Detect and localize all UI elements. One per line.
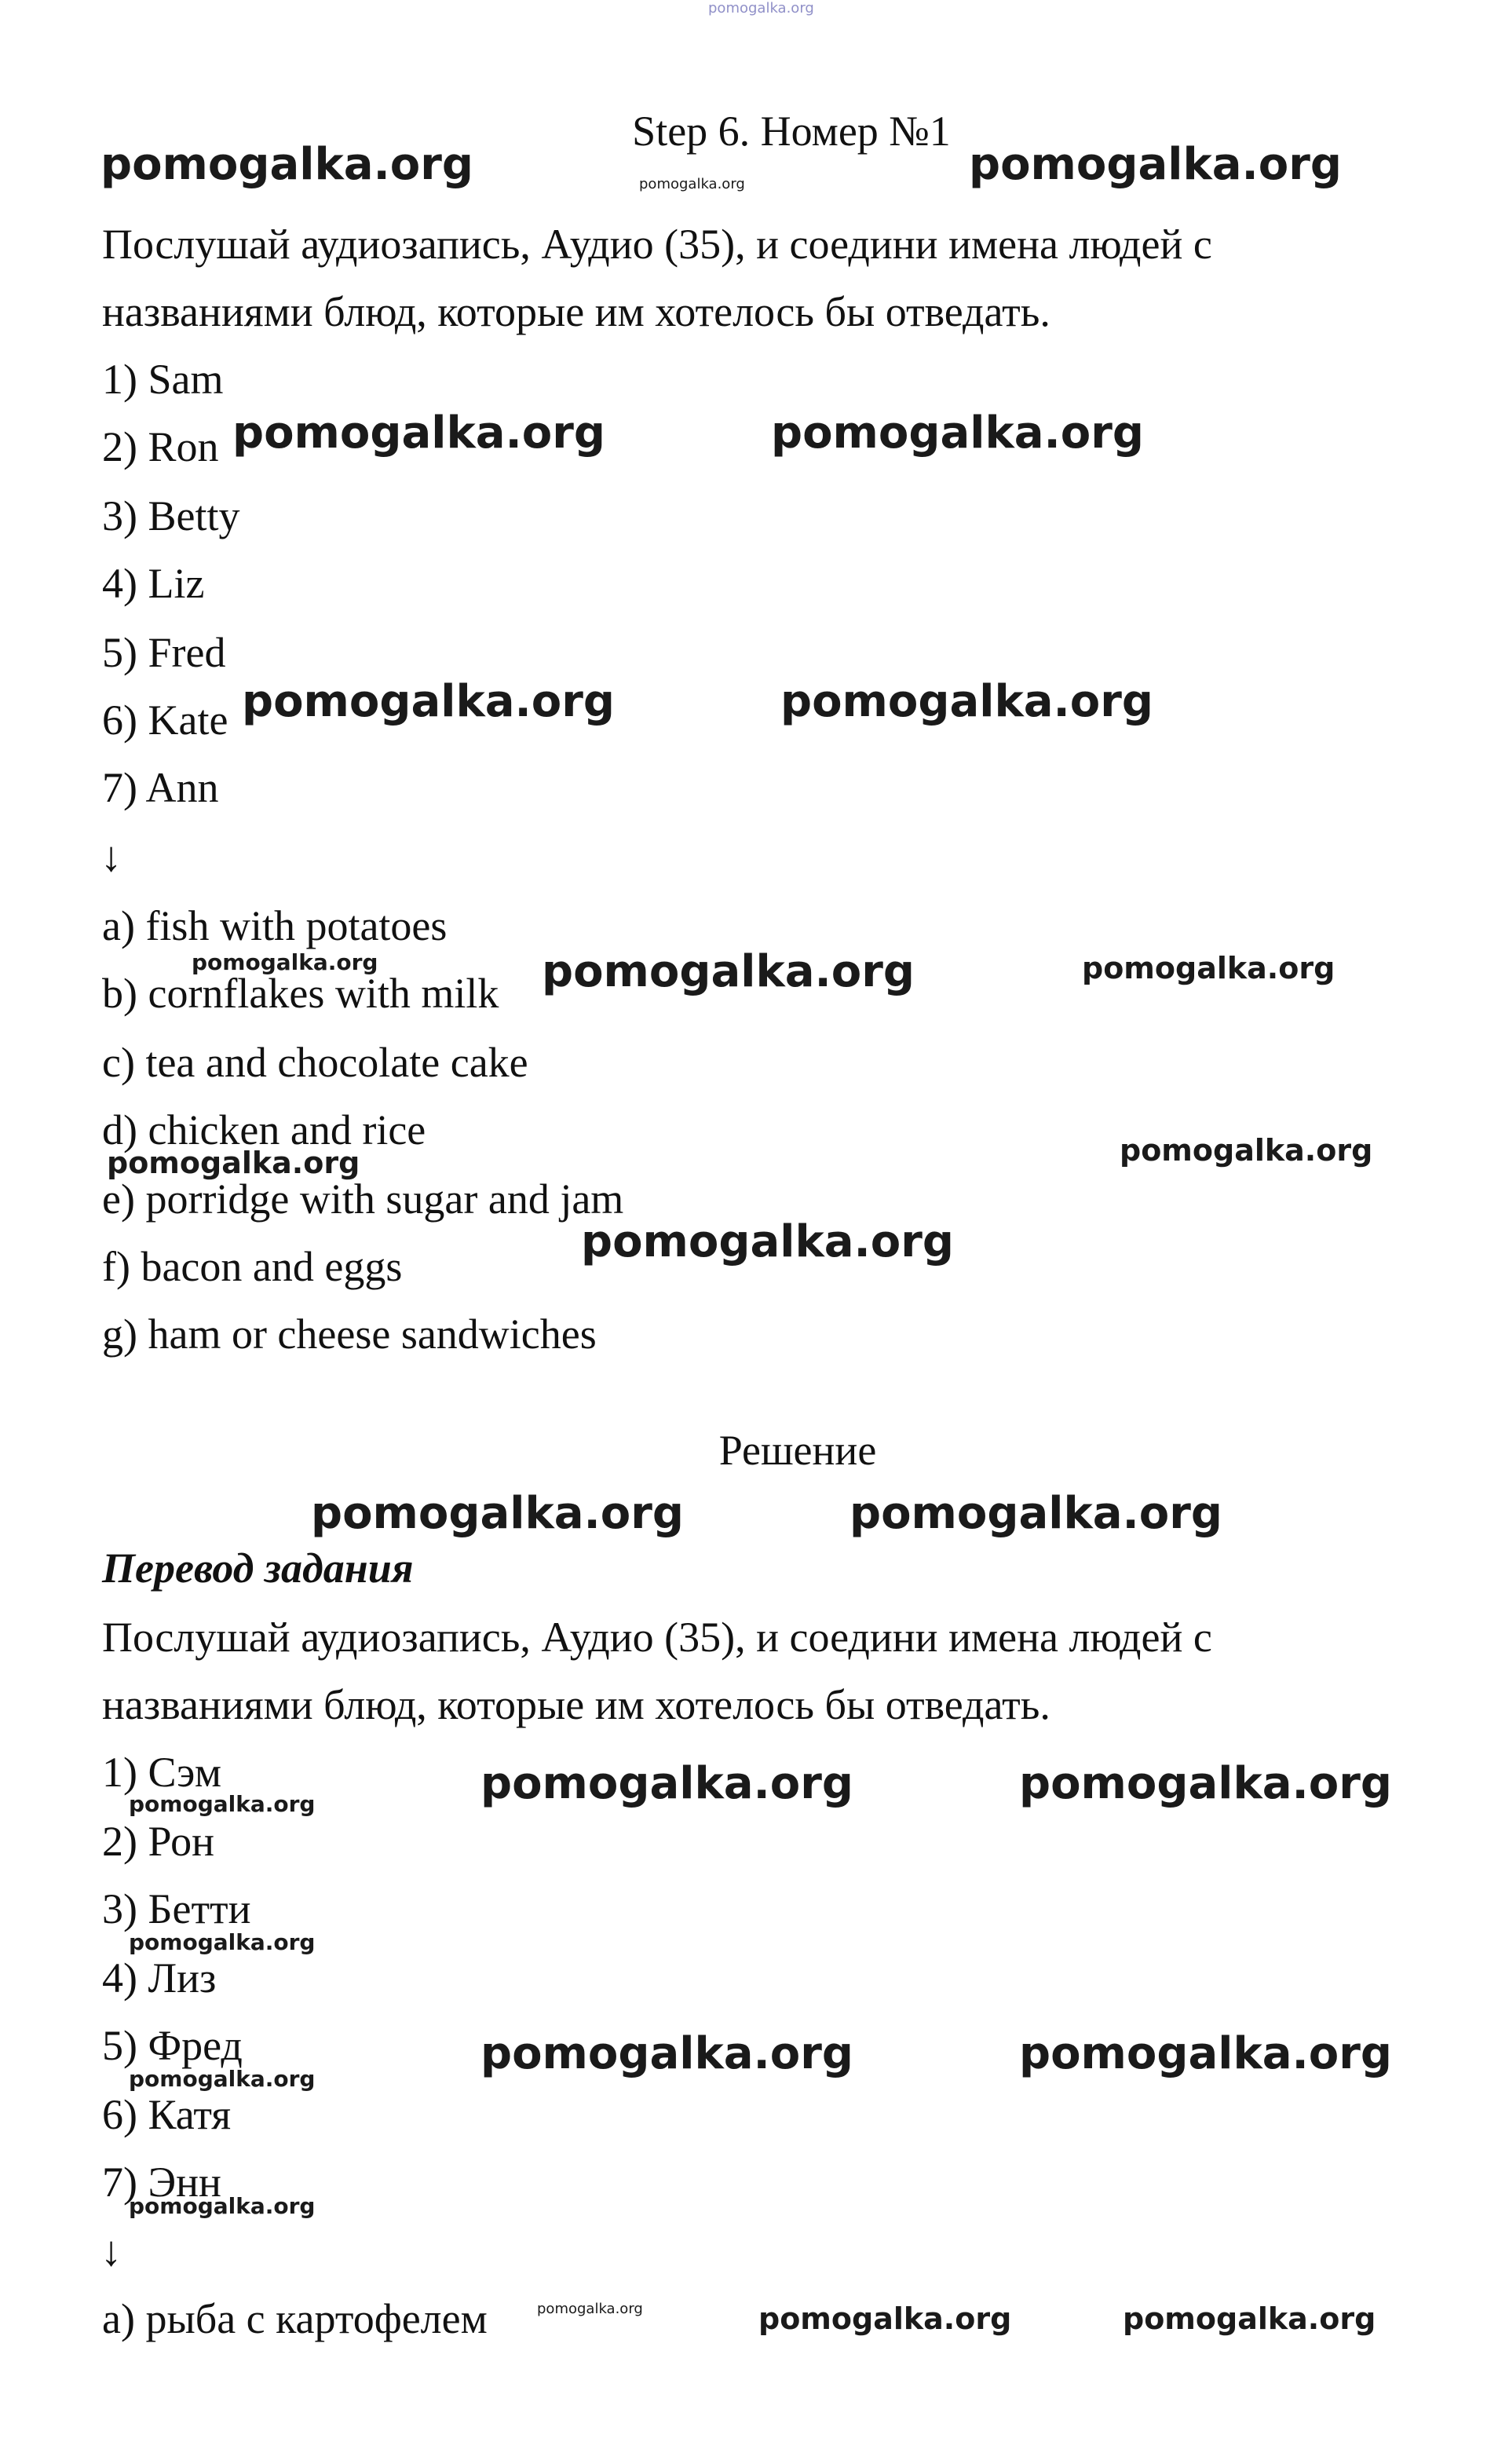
name-item: 2) Рон	[102, 1818, 215, 1865]
name-item: 3) Бетти	[102, 1885, 251, 1932]
solution-title: Решение	[718, 1427, 877, 1474]
watermark: pomogalka.org	[1120, 1133, 1373, 1168]
dish-item: f) bacon and eggs	[102, 1243, 403, 1290]
solution-line-1: Послушай аудиозапись, Аудио (35), и соедини имена людей с	[102, 1614, 1212, 1661]
watermark-top: pomogalka.org	[708, 0, 814, 16]
watermark: pomogalka.org	[780, 676, 1153, 727]
watermark: pomogalka.org	[542, 946, 915, 997]
watermark: pomogalka.org	[242, 676, 615, 727]
down-arrow-icon: ↓	[100, 833, 122, 880]
watermark: pomogalka.org	[1019, 1758, 1392, 1809]
dish-item: a) fish with potatoes	[102, 902, 448, 949]
name-item: 6) Kate	[102, 696, 228, 744]
watermark: pomogalka.org	[1082, 951, 1335, 985]
name-item: 4) Liz	[102, 560, 205, 607]
dish-item: g) ham or cheese sandwiches	[102, 1311, 597, 1358]
watermark: pomogalka.org	[1019, 2028, 1392, 2079]
task-line-2: названиями блюд, которые им хотелось бы отведать.	[102, 288, 1050, 335]
watermark: pomogalka.org	[758, 2301, 1012, 2336]
name-item: 1) Сэм	[102, 1749, 222, 1796]
name-item: 5) Фред	[102, 2022, 243, 2069]
solution-line-2: названиями блюд, которые им хотелось бы отведать.	[102, 1681, 1050, 1728]
name-item: 5) Fred	[102, 629, 226, 676]
watermark: pomogalka.org	[581, 1216, 954, 1267]
watermark: pomogalka.org	[232, 408, 605, 459]
watermark: pomogalka.org	[537, 2301, 643, 2317]
watermark: pomogalka.org	[771, 408, 1144, 459]
watermark: pomogalka.org	[969, 139, 1342, 190]
dish-item: b) cornflakes with milk	[102, 970, 499, 1017]
name-item: 6) Катя	[102, 2091, 232, 2138]
watermark: pomogalka.org	[129, 1791, 316, 1817]
dish-item: a) рыба с картофелем	[102, 2295, 488, 2342]
dish-item: e) porridge with sugar and jam	[102, 1175, 624, 1223]
name-item: 4) Лиз	[102, 1954, 217, 2002]
translation-heading: Перевод задания	[102, 1545, 414, 1592]
watermark: pomogalka.org	[480, 1758, 853, 1809]
watermark: pomogalka.org	[129, 2066, 316, 2092]
name-item: 2) Ron	[102, 423, 219, 470]
name-item: 7) Энн	[102, 2159, 221, 2206]
name-item: 3) Betty	[102, 492, 240, 539]
dish-item: c) tea and chocolate cake	[102, 1039, 528, 1086]
watermark: pomogalka.org	[192, 949, 378, 975]
watermark: pomogalka.org	[129, 1929, 316, 1955]
page-title: Step 6. Номер №1	[632, 108, 951, 155]
dish-item: d) chicken and rice	[102, 1106, 426, 1153]
watermark: pomogalka.org	[311, 1488, 684, 1539]
watermark: pomogalka.org	[129, 2193, 316, 2219]
watermark: pomogalka.org	[480, 2028, 853, 2079]
name-item: 7) Ann	[102, 764, 219, 811]
watermark: pomogalka.org	[107, 1146, 360, 1180]
watermark: pomogalka.org	[100, 139, 473, 190]
watermark: pomogalka.org	[639, 176, 745, 192]
name-item: 1) Sam	[102, 356, 224, 403]
down-arrow-icon: ↓	[100, 2228, 122, 2275]
watermark: pomogalka.org	[849, 1488, 1222, 1539]
task-line-1: Послушай аудиозапись, Аудио (35), и соедини имена людей с	[102, 221, 1212, 268]
watermark: pomogalka.org	[1123, 2301, 1376, 2336]
